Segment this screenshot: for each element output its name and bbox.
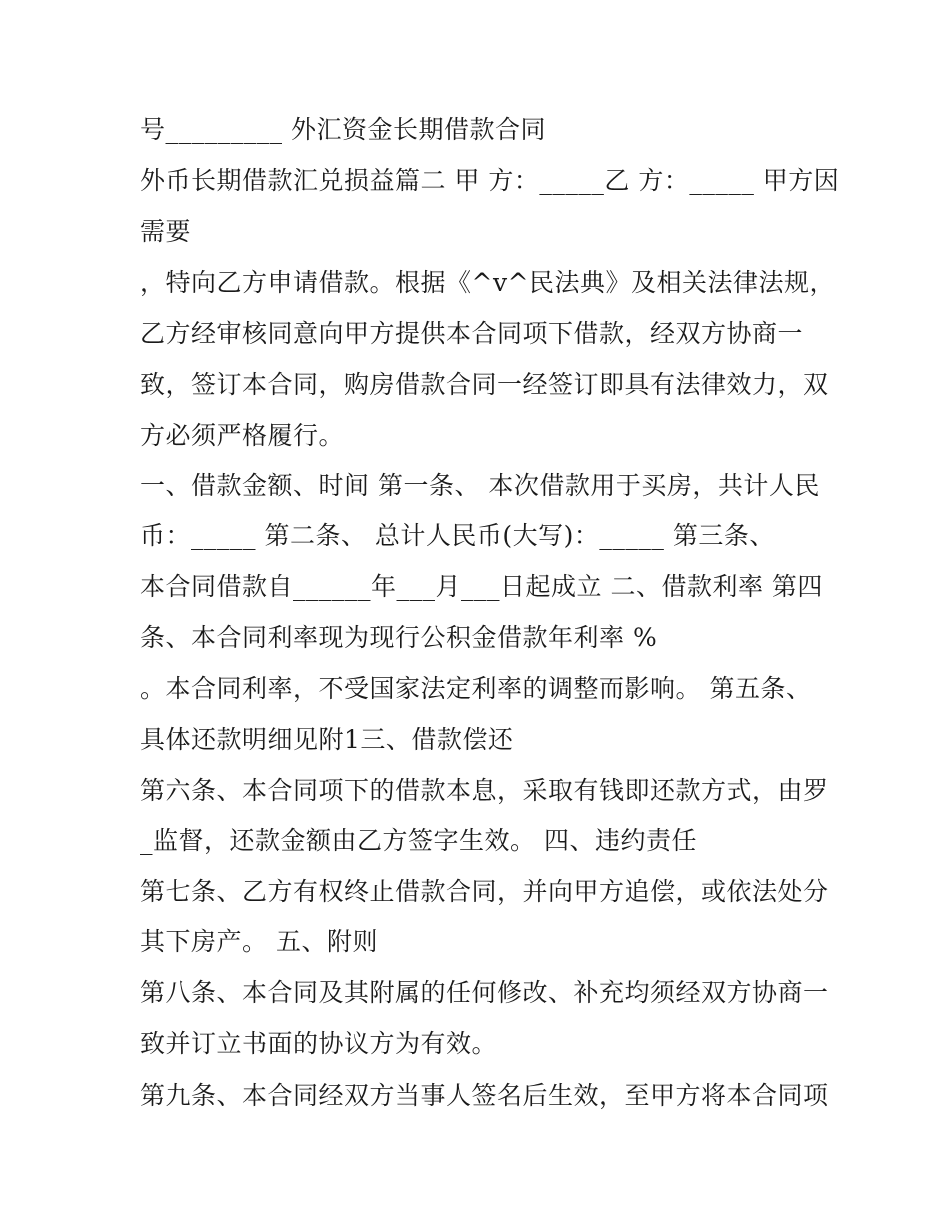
text-line: 乙方经审核同意向甲方提供本合同项下借款，经双方协商一: [140, 319, 804, 348]
text-line: 条、本合同利率现为现行公积金借款年利率 %: [140, 623, 658, 652]
text-line: 外币长期借款汇兑损益篇二 甲 方：_____乙 方：_____ 甲方因: [140, 166, 840, 195]
text-line: 一、借款金额、时间 第一条、 本次借款用于买房，共计人民: [140, 471, 820, 500]
text-line: 致，签订本合同，购房借款合同一经签订即具有法律效力，双: [140, 370, 829, 399]
text-line: 第九条、本合同经双方当事人签名后生效，至甲方将本合同项: [140, 1081, 829, 1110]
text-line: ，特向乙方申请借款。根据《^v^民法典》及相关法律法规，: [140, 268, 836, 297]
text-line: 号_________ 外汇资金长期借款合同: [140, 115, 546, 144]
text-line: 币：_____ 第二条、 总计人民币(大写)：_____ 第三条、: [140, 521, 775, 550]
text-line: 第八条、本合同及其附属的任何修改、补充均须经双方协商一: [140, 978, 829, 1007]
text-line: 第六条、本合同项下的借款本息，采取有钱即还款方式，由罗: [140, 776, 829, 805]
text-line: 致并订立书面的协议方为有效。: [140, 1029, 498, 1058]
text-line: 第七条、乙方有权终止借款合同，并向甲方追偿，或依法处分: [140, 877, 829, 906]
text-line: 其下房产。 五、附则: [140, 927, 378, 956]
text-line: 。本合同利率，不受国家法定利率的调整而影响。 第五条、: [140, 674, 812, 703]
text-line: 本合同借款自______年___月___日起成立 二、借款利率 第四: [140, 572, 823, 601]
text-line: 需要: [140, 217, 192, 246]
text-line: _监督，还款金额由乙方签字生效。 四、违约责任: [140, 826, 697, 855]
text-line: 方必须严格履行。: [140, 421, 345, 450]
text-line: 具体还款明细见附1三、借款偿还: [140, 725, 514, 754]
